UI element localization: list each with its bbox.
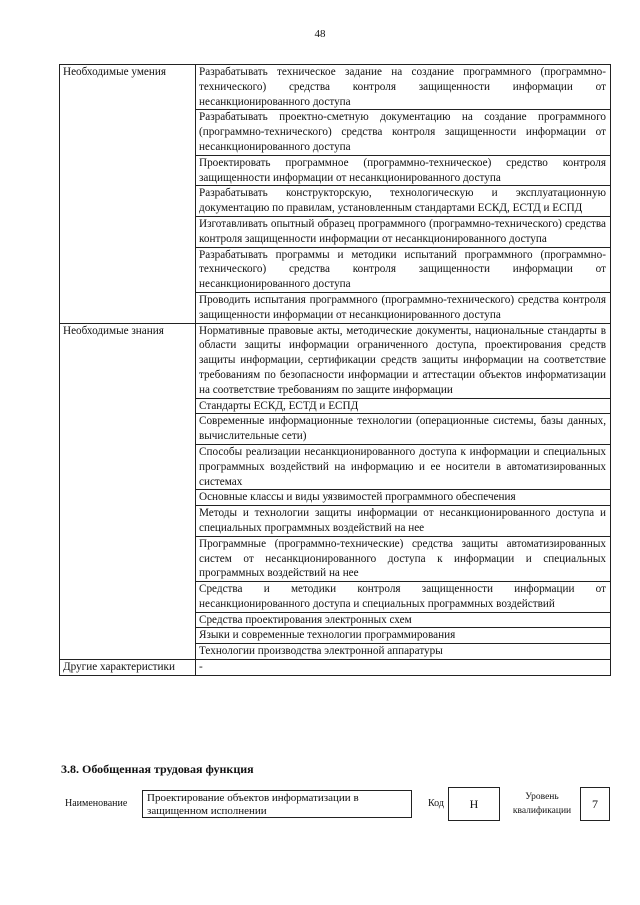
page-number: 48 bbox=[314, 28, 326, 40]
code-value: H bbox=[448, 787, 500, 821]
other-value: - bbox=[196, 660, 611, 676]
knowledge-item: Языки и современные технологии программирования bbox=[196, 628, 611, 644]
knowledge-item: Средства проектирования электронных схем bbox=[196, 612, 611, 628]
skill-item: Разрабатывать конструкторскую, технологическую и эксплуатационную документацию по правилам, установленным стандартами ЕСКД, ЕСТД и ЕСПД bbox=[196, 186, 611, 217]
skill-item: Проводить испытания программного (программно-технического) средства контроля защищенности информации от несанкционированного доступа bbox=[196, 292, 611, 323]
name-value: Проектирование объектов информатизации в защищенном исполнении bbox=[142, 790, 412, 818]
knowledge-item: Методы и технологии защиты информации от несанкционированного доступа и специальных программных воздействий на нее bbox=[196, 506, 611, 537]
skills-label-cell bbox=[60, 65, 196, 324]
code-label: Код bbox=[428, 798, 444, 809]
competency-table bbox=[59, 64, 611, 676]
other-label: Другие характеристики bbox=[60, 660, 196, 676]
knowledge-item: Стандарты ЕСКД, ЕСТД и ЕСПД bbox=[196, 398, 611, 414]
knowledge-label: Необходимые знания bbox=[63, 324, 164, 337]
knowledge-item: Основные классы и виды уязвимостей программного обеспечения bbox=[196, 490, 611, 506]
knowledge-item: Современные информационные технологии (операционные системы, базы данных, вычислительные сети) bbox=[196, 414, 611, 445]
skills-label: Необходимые умения bbox=[63, 66, 166, 78]
level-label: Уровень квалификации bbox=[512, 792, 572, 816]
table-row bbox=[60, 660, 611, 676]
table-row bbox=[60, 65, 611, 110]
level-value: 7 bbox=[580, 787, 610, 821]
skill-item: Разрабатывать программы и методики испытаний программного (программно-технического) средства контроля защищенности информации от несанкционированного доступа bbox=[196, 247, 611, 292]
knowledge-label-cell bbox=[60, 323, 196, 660]
skill-item: Проектировать программное (программно-техническое) средство контроля защищенности информации от несанкционированного доступа bbox=[196, 155, 611, 186]
skill-item: Изготавливать опытный образец программного (программно-технического) средства контроля защищенности информации от несанкционированного доступа bbox=[196, 216, 611, 247]
knowledge-item: Нормативные правовые акты, методические документы, национальные стандарты в области защиты информации ограниченного доступа, проектирования средств защиты информации, сертификации средств защиты информации на соответствие требованиям по безопасности информации и аттестации объектов информатизации на соответствие требованиям по защите информации bbox=[196, 323, 611, 398]
knowledge-item: Программные (программно-технические) средства защиты автоматизированных систем от несанкционированного доступа к информации и специальных программных воздействий на нее bbox=[196, 536, 611, 581]
skill-item: Разрабатывать техническое задание на создание программного (программно-технического) средства контроля защищенности информации от несанкционированного доступа bbox=[196, 65, 611, 110]
skill-item: Разрабатывать проектно-сметную документацию на создание программного (программно-технического) средства контроля защищенности информации от несанкционированного доступа bbox=[196, 110, 611, 155]
knowledge-item: Технологии производства электронной аппаратуры bbox=[196, 644, 611, 660]
knowledge-item: Средства и методики контроля защищенности информации от несанкционированного доступа и специальных программных воздействий bbox=[196, 582, 611, 613]
name-label: Наименование bbox=[65, 798, 128, 809]
table-row bbox=[60, 323, 611, 398]
knowledge-item: Способы реализации несанкционированного доступа к информации и специальных программных воздействий на информацию и ее носители в автоматизированных системах bbox=[196, 444, 611, 489]
section-title: 3.8. Обобщенная трудовая функция bbox=[61, 762, 254, 776]
